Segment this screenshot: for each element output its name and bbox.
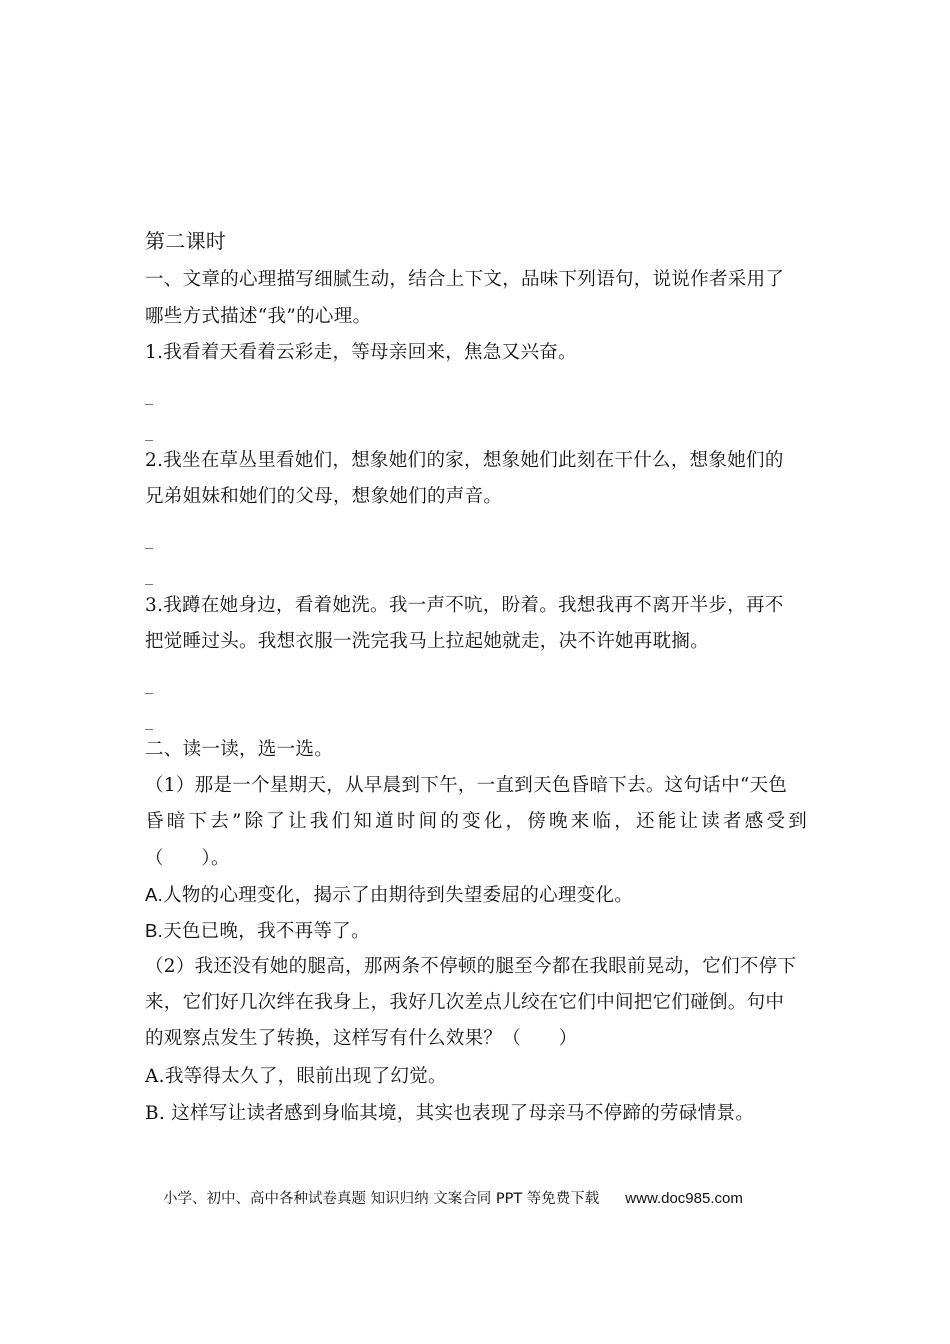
- q1-option-b[interactable]: B.天色已晚，我不再等了。: [145, 920, 370, 941]
- item2-answer-blank-2[interactable]: _: [145, 566, 154, 585]
- item2-answer-blank-1[interactable]: _: [145, 530, 154, 549]
- q2-text-line2: 来，它们好几次绊在我身上，我好几次差点儿绞在它们中间把它们碰倒。句中: [145, 992, 785, 1013]
- page-footer: [163, 1189, 743, 1209]
- item2-text-line1: 2.我坐在草丛里看她们，想象她们的家，想象她们此刻在干什么，想象她们的: [145, 450, 784, 471]
- item3-text-line1: 3.我蹲在她身边，看着她洗。我一声不吭，盼着。我想我再不离开半步，再不: [145, 595, 784, 616]
- section2-heading: 二、读一读，选一选。: [145, 739, 334, 760]
- q2-option-b[interactable]: B. 这样写让读者感到身临其境，其实也表现了母亲马不停蹄的劳碌情景。: [145, 1103, 755, 1124]
- item2-text-line2: 兄弟姐妹和她们的父母，想象她们的声音。: [145, 486, 503, 507]
- item1-text: 1.我看着天看着云彩走，等母亲回来，焦急又兴奋。: [145, 342, 577, 363]
- q2-text-line3: 的观察点发生了转换，这样写有什么效果？（ ）: [145, 1028, 578, 1049]
- q1-answer-paren[interactable]: （ ）。: [145, 848, 230, 869]
- lesson-title: 第二课时: [145, 229, 227, 253]
- item3-answer-blank-1[interactable]: _: [145, 675, 154, 694]
- item3-answer-blank-2[interactable]: _: [145, 711, 154, 730]
- q1-option-a[interactable]: A.人物的心理变化，揭示了由期待到失望委屈的心理变化。: [145, 884, 634, 905]
- footer-text: 小学、初中、高中各种试卷真题 知识归纳 文案合同 PPT 等免费下载: [163, 1191, 600, 1207]
- q1-text-line2: 昏暗下去”除了让我们知道时间的变化，傍晚来临，还能让读者感受到: [145, 811, 807, 832]
- section1-heading-line2: 哪些方式描述“我”的心理。: [145, 306, 372, 327]
- footer-url-link[interactable]: www.doc985.com: [625, 1190, 743, 1207]
- q1-text-line1: （1）那是一个星期天，从早晨到下午，一直到天色昏暗下去。这句话中“天色: [145, 775, 788, 796]
- item3-text-line2: 把觉睡过头。我想衣服一洗完我马上拉起她就走，决不许她再耽搁。: [145, 631, 710, 652]
- section1-heading-line1: 一、文章的心理描写细腻生动，结合上下文，品味下列语句，说说作者采用了: [145, 269, 785, 290]
- item1-answer-blank-2[interactable]: _: [145, 422, 154, 441]
- q2-text-line1: （2）我还没有她的腿高，那两条不停顿的腿至今都在我眼前晃动，它们不停下: [145, 956, 797, 977]
- q2-option-a[interactable]: A.我等得太久了，眼前出现了幻觉。: [145, 1066, 447, 1087]
- item1-answer-blank-1[interactable]: _: [145, 386, 154, 405]
